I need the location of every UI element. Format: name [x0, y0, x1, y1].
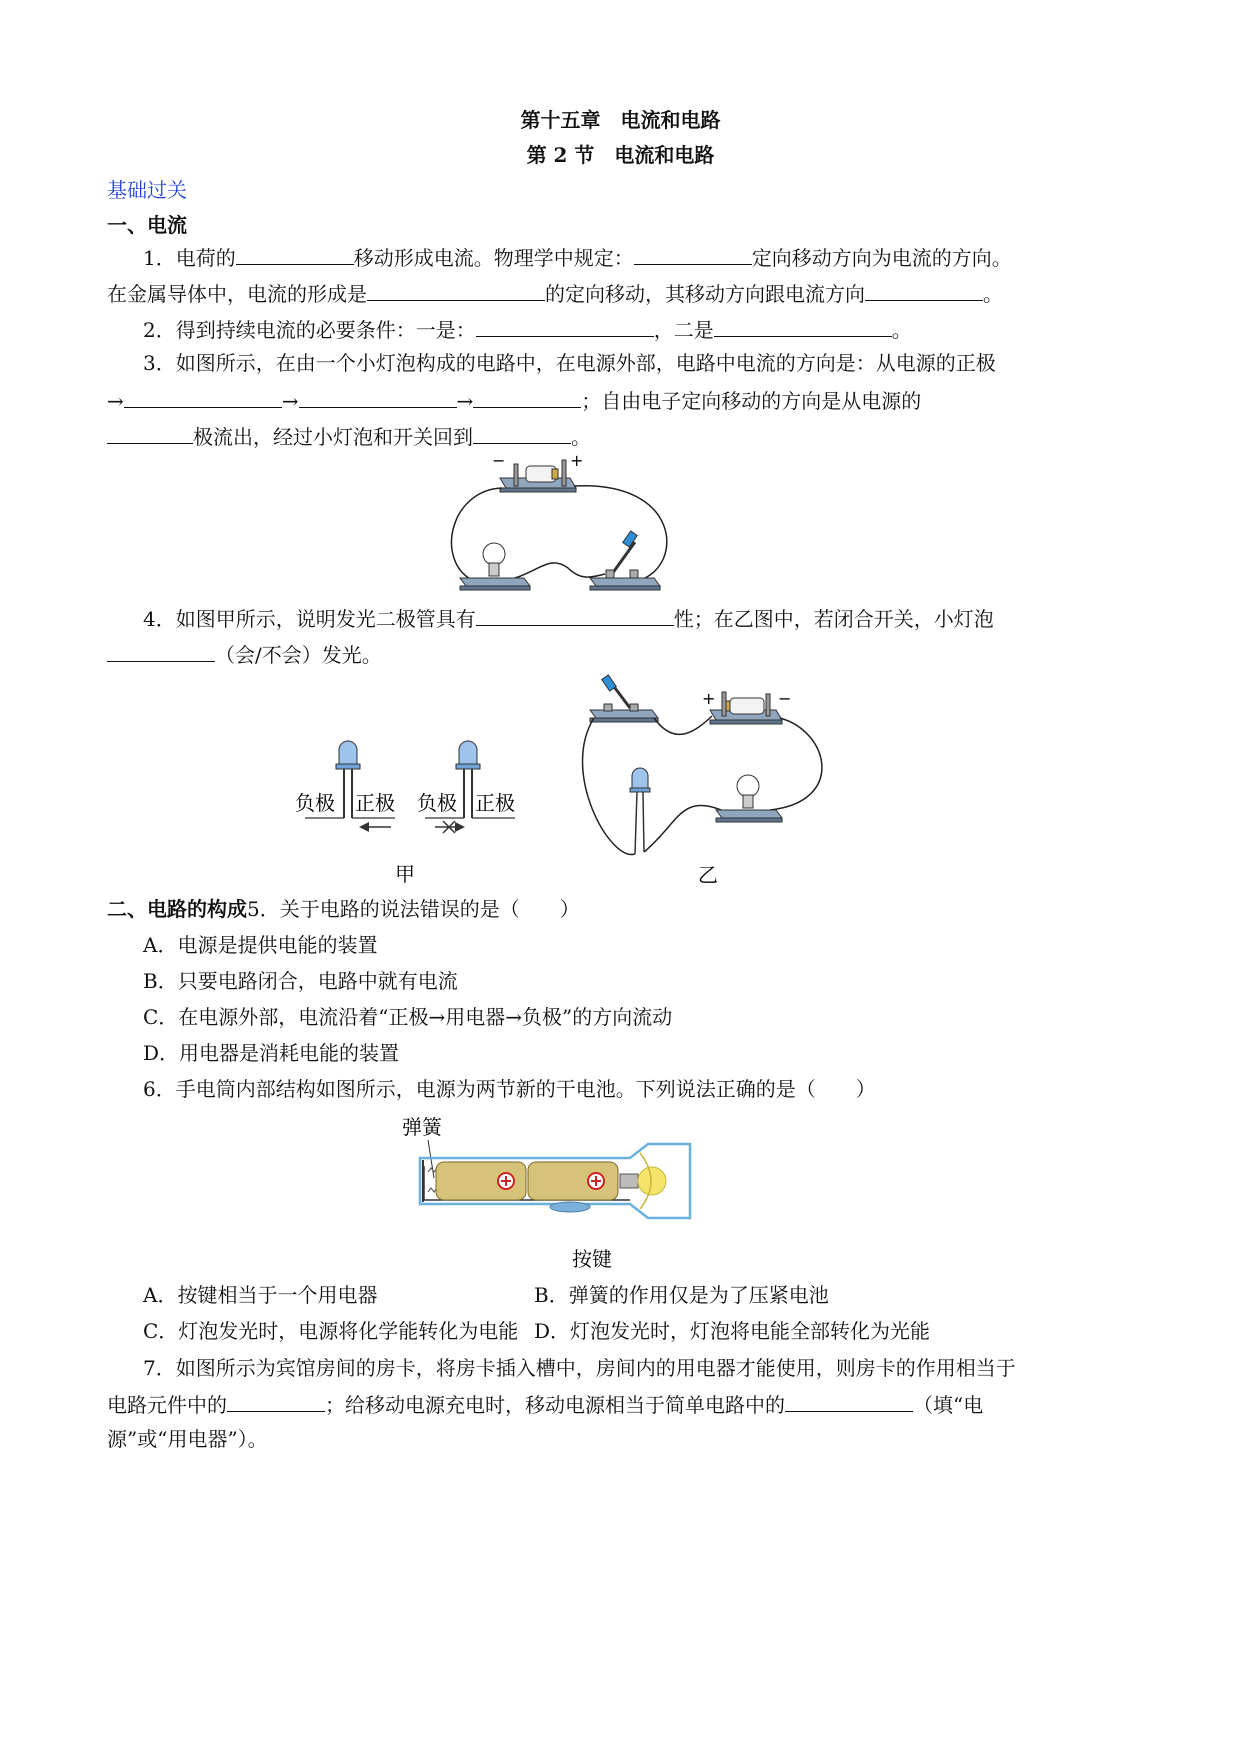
battery-icon — [528, 1162, 618, 1200]
part-one-heading: 一、电流 — [107, 213, 187, 237]
question-5-line: 二、电路的构成5．关于电路的说法错误的是（ ） — [107, 897, 580, 921]
battery-icon — [500, 460, 576, 492]
plus-label: + — [702, 689, 716, 708]
q5-option-d[interactable]: D．用电器是消耗电能的装置 — [143, 1041, 400, 1065]
button-icon — [550, 1202, 590, 1212]
answer-blank[interactable] — [299, 387, 457, 408]
question-6-stem: 6．手电筒内部结构如图所示，电源为两节新的干电池。下列说法正确的是（ ） — [143, 1077, 876, 1101]
flashlight-figure — [390, 1108, 710, 1278]
led-icon — [630, 768, 650, 854]
negative-label: 负极 — [295, 791, 335, 815]
answer-blank[interactable] — [236, 244, 354, 265]
question-7-line-1: 7．如图所示为宾馆房间的房卡，将房卡插入槽中，房间内的用电器才能使用，则房卡的作用相当于 — [143, 1356, 1016, 1380]
question-2: 2．得到持续电流的必要条件：一是： ，二是 。 — [143, 318, 912, 342]
answer-blank[interactable] — [227, 1391, 325, 1412]
question-7-line-2: 电路元件中的 ；给移动电源充电时，移动电源相当于简单电路中的 （填“电 — [107, 1393, 984, 1417]
positive-label: 正极 — [355, 791, 395, 815]
blocked-arrow-icon — [435, 821, 465, 833]
answer-blank[interactable] — [634, 244, 752, 265]
led-figure-jia — [285, 728, 535, 888]
figure-label-jia: 甲 — [395, 862, 415, 886]
question-1-line-1: 1．电荷的 移动形成电流。物理学中规定： 定向移动方向为电流的方向。 — [143, 246, 1012, 270]
plus-label: + — [570, 451, 584, 470]
battery-icon — [436, 1162, 526, 1200]
answer-blank[interactable] — [367, 280, 545, 301]
answer-blank[interactable] — [107, 423, 193, 444]
answer-blank[interactable] — [714, 316, 892, 337]
figure-label-yi: 乙 — [698, 863, 718, 887]
bulb-icon — [716, 775, 782, 822]
q5-option-a[interactable]: A．电源是提供电能的装置 — [143, 933, 378, 957]
q5-option-b[interactable]: B．只要电路闭合，电路中就有电流 — [143, 969, 458, 993]
answer-blank[interactable] — [476, 316, 654, 337]
question-3-line-1: 3．如图所示，在由一个小灯泡构成的电路中，在电源外部，电路中电流的方向是：从电源的正极 — [143, 351, 996, 375]
question-4-line-1: 4．如图甲所示，说明发光二极管具有 性；在乙图中，若闭合开关，小灯泡 — [143, 607, 994, 631]
switch-icon — [590, 675, 658, 722]
left-arrow-icon — [359, 822, 391, 832]
q5-option-c[interactable]: C．在电源外部，电流沿着“正极→用电器→负极”的方向流动 — [143, 1005, 673, 1029]
q6-option-b[interactable]: B．弹簧的作用仅是为了压紧电池 — [534, 1283, 829, 1307]
negative-label: 负极 — [417, 791, 457, 815]
q6-option-a[interactable]: A．按键相当于一个用电器 — [143, 1283, 378, 1307]
switch-icon — [590, 531, 660, 590]
answer-blank[interactable] — [476, 605, 674, 626]
answer-blank[interactable] — [865, 280, 983, 301]
minus-label: − — [778, 689, 792, 708]
circuit-figure-yi — [580, 672, 840, 890]
answer-blank[interactable] — [785, 1391, 913, 1412]
section-title: 第 2 节 电流和电路 — [526, 143, 715, 167]
answer-blank[interactable] — [124, 387, 282, 408]
question-1-line-2: 在金属导体中，电流的形成是 的定向移动，其移动方向跟电流方向 。 — [107, 282, 1003, 306]
spring-label: 弹簧 — [402, 1115, 442, 1139]
answer-blank[interactable] — [473, 423, 571, 444]
minus-label: − — [492, 451, 506, 470]
answer-blank[interactable] — [107, 641, 215, 662]
positive-label: 正极 — [475, 791, 515, 815]
q6-option-c[interactable]: C．灯泡发光时，电源将化学能转化为电能 — [143, 1319, 519, 1343]
part-two-heading: 二、电路的构成 — [107, 897, 247, 921]
question-3-line-3: 极流出，经过小灯泡和开关回到 。 — [107, 423, 591, 450]
basic-heading: 基础过关 — [107, 178, 187, 202]
button-label: 按键 — [572, 1247, 612, 1271]
question-3-line-2: → → → ；自由电子定向移动的方向是从电源的 — [107, 389, 922, 413]
question-7-line-3: 源”或“用电器”）。 — [107, 1427, 268, 1451]
battery-icon — [710, 692, 782, 724]
question-4-line-2: （会/不会）发光。 — [107, 641, 382, 668]
answer-blank[interactable] — [473, 387, 581, 408]
circuit-figure-q3 — [440, 450, 680, 600]
chapter-title: 第十五章 电流和电路 — [520, 108, 721, 132]
q6-option-d[interactable]: D．灯泡发光时，灯泡将电能全部转化为光能 — [534, 1319, 931, 1343]
bulb-icon — [460, 543, 530, 590]
